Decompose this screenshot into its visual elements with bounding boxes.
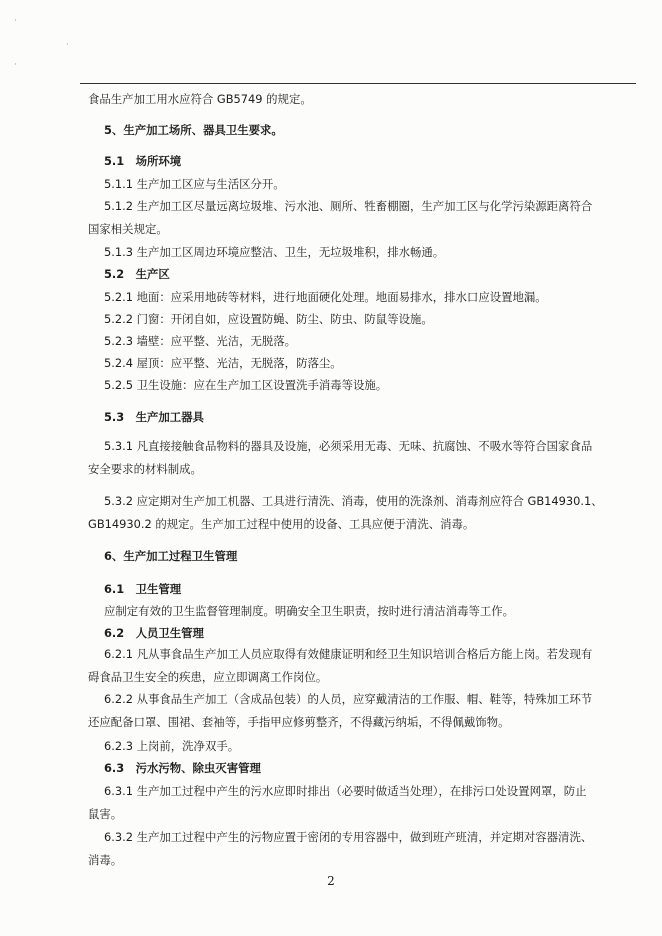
section-6-heading: 6、生产加工过程卫生管理 [104,549,238,563]
clause-6-2-1 [88,643,636,689]
heading-6-1: 6.1 卫生管理 [104,582,182,596]
clause-5-3-2 [88,490,636,536]
clause-line: 还应配备口罩、围裙、套袖等，手指甲应修剪整齐，不得藏污纳垢，不得佩戴饰物。 [88,715,510,729]
paragraph-water: 食品生产加工用水应符合 GB5749 的规定。 [88,92,312,106]
clause-6-2-2 [88,688,636,734]
clause-5-2-1: 5.2.1 地面：应采用地砖等材料，进行地面硬化处理。地面易排水，排水口应设置地漏。 [104,290,547,304]
heading-5-2: 5.2 生产区 [104,267,170,281]
section-5-heading: 5、生产加工场所、器具卫生要求。 [104,123,283,137]
clause-line: 安全要求的材料制成。 [88,462,202,476]
clause-5-2-3: 5.2.3 墙壁：应平整、光洁，无脱落。 [104,334,297,348]
clause-line: 5.3.1 凡直接接触食品物料的器具及设施，必须采用无毒、无味、抗腐蚀、不吸水等符合国家食品 [104,439,593,453]
clause-5-1-3: 5.1.3 生产加工区周边环境应整洁、卫生，无垃圾堆积，排水畅通。 [104,245,445,259]
clause-5-1-1: 5.1.1 生产加工区应与生活区分开。 [104,177,285,191]
scan-speck: · [14,16,17,26]
clause-6-3-2 [88,826,636,872]
heading-6-2: 6.2 人员卫生管理 [104,626,204,640]
page-number: 2 [327,874,335,888]
clause-6-2-3: 6.2.3 上岗前，洗净双手。 [104,739,240,753]
clause-line: 消毒。 [88,853,123,867]
paragraph-6-1: 应制定有效的卫生监督管理制度。明确安全卫生职责，按时进行清洁消毒等工作。 [104,604,515,618]
clause-line: 6.2.2 从事食品生产加工（含成品包装）的人员，应穿戴清洁的工作服、帽、鞋等，特殊加工环节 [104,692,593,706]
clause-line: 6.3.2 生产加工过程中产生的污物应置于密闭的专用容器中，做到班产班清，并定期对容器清洗、 [104,830,593,844]
clause-5-2-5: 5.2.5 卫生设施：应在生产加工区设置洗手消毒等设施。 [104,378,388,392]
clause-line: 国家相关规定。 [88,222,168,236]
clause-line: 鼠害。 [88,807,123,821]
scan-speck: · [66,40,69,50]
scan-speck: · [14,60,17,70]
clause-line: 6.3.1 生产加工过程中产生的污水应即时排出（必要时做适当处理），在排污口处设置网罩，防止 [104,784,587,798]
clause-5-3-1 [88,435,636,481]
clause-6-3-1 [88,780,636,826]
clause-line: GB14930.2 的规定。生产加工过程中使用的设备、工具应便于清洗、消毒。 [88,517,475,531]
heading-5-3: 5.3 生产加工器具 [104,410,204,424]
heading-5-1: 5.1 场所环境 [104,154,182,168]
clause-line: 5.3.2 应定期对生产加工机器、工具进行清洗、消毒，使用的洗涤剂、消毒剂应符合 GB14930.1、 [104,494,603,508]
clause-5-1-2 [88,195,636,241]
header-rule [80,83,636,84]
clause-5-2-2: 5.2.2 门窗：开闭自如，应设置防蝇、防尘、防虫、防鼠等设施。 [104,312,433,326]
clause-line: 5.1.2 生产加工区尽量远离垃圾堆、污水池、厕所、牲畜棚圈，生产加工区与化学污染源距离符合 [104,199,593,213]
heading-6-3: 6.3 污水污物、除虫灭害管理 [104,761,261,775]
clause-line: 碍食品卫生安全的疾患，应立即调离工作岗位。 [88,670,328,684]
clause-line: 6.2.1 凡从事食品生产加工人员应取得有效健康证明和经卫生知识培训合格后方能上岗。若发现有 [104,647,593,661]
clause-5-2-4: 5.2.4 屋顶：应平整、光洁，无脱落，防落尘。 [104,356,342,370]
